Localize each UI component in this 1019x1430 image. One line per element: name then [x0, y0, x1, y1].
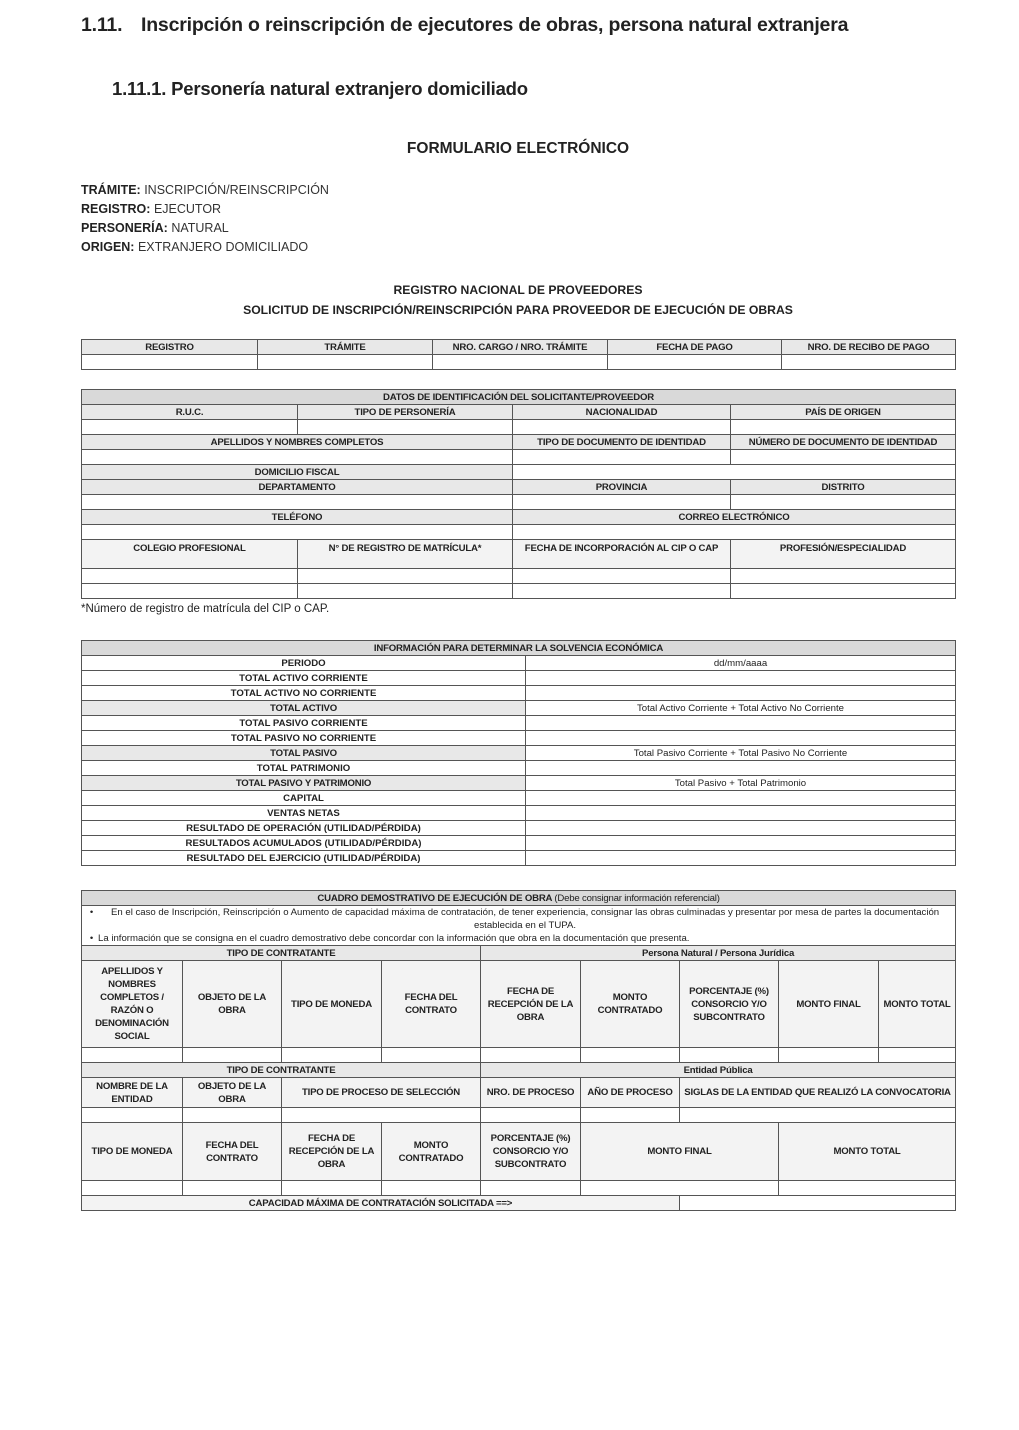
meta-label: PERSONERÍA: [81, 221, 168, 235]
fecha-incorporacion-field[interactable] [513, 584, 731, 599]
header-monto-total: MONTO TOTAL [779, 1123, 956, 1181]
solvencia-row [82, 716, 956, 731]
header-correo: CORREO ELECTRÓNICO [513, 510, 956, 525]
anio-proceso-field[interactable] [581, 1108, 680, 1123]
instruction-item [85, 932, 952, 945]
solvencia-value-field[interactable] [526, 851, 956, 866]
header-pais-origen: PAÍS DE ORIGEN [731, 405, 956, 420]
solvencia-rows [82, 656, 956, 866]
nro-proceso-field[interactable] [481, 1108, 581, 1123]
header-nacionalidad: NACIONALIDAD [513, 405, 731, 420]
header-fecha-incorporacion: FECHA DE INCORPORACIÓN AL CIP O CAP [513, 540, 731, 569]
pais-origen-field[interactable] [731, 420, 956, 435]
solvencia-value-field[interactable]: Total Pasivo Corriente + Total Pasivo No Corriente [526, 746, 956, 761]
registry-title: REGISTRO NACIONAL DE PROVEEDORES [393, 283, 643, 297]
tramite-field[interactable] [258, 355, 433, 370]
solvencia-row [82, 821, 956, 836]
fecha-incorporacion-field[interactable] [513, 569, 731, 584]
tipo-documento-field[interactable] [513, 450, 731, 465]
solvencia-row [82, 746, 956, 761]
persona-value-field[interactable] [382, 1048, 481, 1063]
objeto-obra-field[interactable] [183, 1108, 282, 1123]
profesion-field[interactable] [731, 569, 956, 584]
capacidad-maxima-field[interactable] [680, 1196, 956, 1211]
persona-value-field[interactable] [82, 1048, 183, 1063]
header-porcentaje: PORCENTAJE (%) CONSORCIO Y/O SUBCONTRATO [481, 1123, 581, 1181]
solvencia-row [82, 731, 956, 746]
header-ruc: R.U.C. [82, 405, 298, 420]
obra-title-text: CUADRO DEMOSTRATIVO DE EJECUCIÓN DE OBRA [317, 892, 552, 904]
persona-value-field[interactable] [680, 1048, 779, 1063]
header-apellidos-nombres: APELLIDOS Y NOMBRES COMPLETOS [82, 435, 513, 450]
persona-value-field[interactable] [481, 1048, 581, 1063]
meta-origen [81, 238, 329, 257]
solvencia-label: TOTAL ACTIVO CORRIENTE [82, 671, 526, 686]
identificacion-table [81, 389, 956, 599]
instruction-text: La información que se consigna en el cuadro demostrativo debe concordar con la información que obra en la documentación que presenta. [98, 933, 690, 944]
header-fecha-contrato: FECHA DEL CONTRATO [183, 1123, 282, 1181]
header-siglas-entidad: SIGLAS DE LA ENTIDAD QUE REALIZÓ LA CONVOCATORIA [680, 1078, 956, 1108]
obra-instructions [82, 906, 956, 946]
solvencia-value-field[interactable] [526, 686, 956, 701]
solvencia-value-field[interactable] [526, 806, 956, 821]
registro-field[interactable] [82, 355, 258, 370]
fecha-contrato-field[interactable] [183, 1181, 282, 1196]
solvencia-value-field[interactable] [526, 836, 956, 851]
distrito-field[interactable] [731, 495, 956, 510]
header-departamento: DEPARTAMENTO [82, 480, 513, 495]
header-distrito: DISTRITO [731, 480, 956, 495]
persona-value-field[interactable] [779, 1048, 879, 1063]
header-nombre-entidad: NOMBRE DE LA ENTIDAD [82, 1078, 183, 1108]
instruction-item [85, 906, 952, 932]
header-monto-final: MONTO FINAL [581, 1123, 779, 1181]
meta-value: EXTRANJERO DOMICILIADO [137, 240, 309, 254]
solvencia-value-field[interactable]: Total Pasivo + Total Patrimonio [526, 776, 956, 791]
solvencia-label: TOTAL PASIVO Y PATRIMONIO [82, 776, 526, 791]
meta-label: ORIGEN: [81, 240, 135, 254]
solvencia-label: RESULTADO DE OPERACIÓN (UTILIDAD/PÉRDIDA) [82, 821, 526, 836]
persona-value-field[interactable] [183, 1048, 282, 1063]
header-tipo-moneda: TIPO DE MONEDA [82, 1123, 183, 1181]
header-registro-matricula: N° DE REGISTRO DE MATRÍCULA* [298, 540, 513, 569]
solvencia-row [82, 836, 956, 851]
bullet-icon: • [89, 907, 94, 918]
solvencia-label: RESULTADO DEL EJERCICIO (UTILIDAD/PÉRDIDA) [82, 851, 526, 866]
header-monto-contratado: MONTO CONTRATADO [382, 1123, 481, 1181]
solvencia-value-field[interactable] [526, 761, 956, 776]
tipo-personeria-field[interactable] [298, 420, 513, 435]
persona-value-field[interactable] [879, 1048, 956, 1063]
solvencia-row [82, 701, 956, 716]
section-heading [81, 14, 848, 37]
header-fecha-recepcion: FECHA DE RECEPCIÓN DE LA OBRA [282, 1123, 382, 1181]
instruction-text: En el caso de Inscripción, Reinscripción o Aumento de capacidad máxima de contratación, de tener experiencia, consignar las obras culminadas y presentar por mesa de partes la documentación establecida en el TUPA. [110, 907, 940, 931]
ruc-field[interactable] [82, 420, 298, 435]
monto-contratado-field[interactable] [382, 1181, 481, 1196]
tipo-contratante-label: TIPO DE CONTRATANTE [82, 946, 481, 961]
header-tipo-documento: TIPO DE DOCUMENTO DE IDENTIDAD [513, 435, 731, 450]
registro-matricula-field[interactable] [298, 584, 513, 599]
tipo-proceso-field[interactable] [282, 1108, 481, 1123]
section-title: Inscripción o reinscripción de ejecutores de obras, persona natural extranjera [141, 14, 849, 36]
footnote: *Número de registro de matrícula del CIP o CAP. [81, 603, 330, 615]
subsection-heading: 1.11.1. Personería natural extranjero domiciliado [112, 78, 528, 99]
form-meta [81, 181, 329, 257]
nro-recibo-field[interactable] [782, 355, 956, 370]
monto-total-field[interactable] [779, 1181, 956, 1196]
colegio-profesional-field[interactable] [82, 584, 298, 599]
header-provincia: PROVINCIA [513, 480, 731, 495]
persona-column-header: FECHA DE RECEPCIÓN DE LA OBRA [481, 961, 581, 1048]
persona-column-header: FECHA DEL CONTRATO [382, 961, 481, 1048]
persona-column-header: OBJETO DE LA OBRA [183, 961, 282, 1048]
obra-table [81, 890, 956, 1211]
meta-label: TRÁMITE: [81, 183, 141, 197]
header-fecha-pago: FECHA DE PAGO [608, 340, 782, 355]
persona-column-header: APELLIDOS Y NOMBRES COMPLETOS / RAZÓN O DENOMINACIÓN SOCIAL [82, 961, 183, 1048]
solvencia-label: RESULTADOS ACUMULADOS (UTILIDAD/PÉRDIDA) [82, 836, 526, 851]
header-nro-recibo: NRO. DE RECIBO DE PAGO [782, 340, 956, 355]
capacidad-maxima-label: CAPACIDAD MÁXIMA DE CONTRATACIÓN SOLICITADA ==> [82, 1196, 680, 1211]
solvencia-label: VENTAS NETAS [82, 806, 526, 821]
solvencia-title: INFORMACIÓN PARA DETERMINAR LA SOLVENCIA ECONÓMICA [82, 641, 956, 656]
nro-cargo-field[interactable] [433, 355, 608, 370]
numero-documento-field[interactable] [731, 450, 956, 465]
header-numero-documento: NÚMERO DE DOCUMENTO DE IDENTIDAD [731, 435, 956, 450]
solvencia-label: TOTAL PASIVO NO CORRIENTE [82, 731, 526, 746]
solvencia-label: TOTAL PASIVO [82, 746, 526, 761]
header-colegio-profesional: COLEGIO PROFESIONAL [82, 540, 298, 569]
persona-column-header: MONTO FINAL [779, 961, 879, 1048]
solvencia-value-field[interactable]: dd/mm/aaaa [526, 656, 956, 671]
header-profesion: PROFESIÓN/ESPECIALIDAD [731, 540, 956, 569]
solvencia-label: TOTAL ACTIVO [82, 701, 526, 716]
solvencia-label: TOTAL ACTIVO NO CORRIENTE [82, 686, 526, 701]
departamento-field[interactable] [82, 495, 513, 510]
bullet-icon: • [89, 933, 94, 944]
tramite-table [81, 339, 956, 370]
persona-value-row [82, 1048, 956, 1063]
solvencia-label: PERIODO [82, 656, 526, 671]
persona-header-row [82, 961, 956, 1048]
header-tipo-personeria: TIPO DE PERSONERÍA [298, 405, 513, 420]
meta-value: EJECUTOR [153, 202, 222, 216]
persona-column-header: TIPO DE MONEDA [282, 961, 382, 1048]
header-registro: REGISTRO [82, 340, 258, 355]
obra-title [82, 891, 956, 906]
solvencia-row [82, 791, 956, 806]
correo-field[interactable] [513, 525, 956, 540]
label-domicilio-fiscal: DOMICILIO FISCAL [82, 465, 513, 480]
colegio-profesional-field[interactable] [82, 569, 298, 584]
solvencia-row [82, 656, 956, 671]
solvencia-label: CAPITAL [82, 791, 526, 806]
meta-value: INSCRIPCIÓN/REINSCRIPCIÓN [144, 183, 329, 197]
meta-value: NATURAL [171, 221, 229, 235]
registro-matricula-field[interactable] [298, 569, 513, 584]
persona-column-header: MONTO TOTAL [879, 961, 956, 1048]
solvencia-value-field[interactable] [526, 821, 956, 836]
persona-natural-juridica-label: Persona Natural / Persona Jurídica [481, 946, 956, 961]
meta-label: REGISTRO: [81, 202, 151, 216]
solvencia-table [81, 640, 956, 866]
solvencia-row [82, 776, 956, 791]
solvencia-label: TOTAL PATRIMONIO [82, 761, 526, 776]
entidad-publica-label: Entidad Pública [481, 1063, 956, 1078]
nacionalidad-field[interactable] [513, 420, 731, 435]
porcentaje-field[interactable] [481, 1181, 581, 1196]
solvencia-row [82, 761, 956, 776]
header-nro-cargo: NRO. CARGO / NRO. TRÁMITE [433, 340, 608, 355]
tipo-contratante-label-2: TIPO DE CONTRATANTE [82, 1063, 481, 1078]
identificacion-title: DATOS DE IDENTIFICACIÓN DEL SOLICITANTE/PROVEEDOR [82, 390, 956, 405]
header-nro-proceso: NRO. DE PROCESO [481, 1078, 581, 1108]
obra-title-note: (Debe consignar información referencial) [554, 892, 720, 904]
meta-personeria [81, 219, 329, 238]
persona-column-header: PORCENTAJE (%) CONSORCIO Y/O SUBCONTRATO [680, 961, 779, 1048]
form-title: FORMULARIO ELECTRÓNICO [406, 140, 630, 157]
meta-registro [81, 200, 329, 219]
fecha-pago-field[interactable] [608, 355, 782, 370]
apellidos-nombres-field[interactable] [82, 450, 513, 465]
persona-value-field[interactable] [581, 1048, 680, 1063]
solvencia-value-field[interactable] [526, 716, 956, 731]
telefono-field[interactable] [82, 525, 513, 540]
solvencia-row [82, 671, 956, 686]
nombre-entidad-field[interactable] [82, 1108, 183, 1123]
header-objeto-obra: OBJETO DE LA OBRA [183, 1078, 282, 1108]
tipo-moneda-field[interactable] [82, 1181, 183, 1196]
fecha-recepcion-field[interactable] [282, 1181, 382, 1196]
meta-tramite [81, 181, 329, 200]
header-telefono: TELÉFONO [82, 510, 513, 525]
request-title: SOLICITUD DE INSCRIPCIÓN/REINSCRIPCIÓN PARA PROVEEDOR DE EJECUCIÓN DE OBRAS [243, 303, 793, 317]
solvencia-value-field[interactable] [526, 731, 956, 746]
solvencia-value-field[interactable] [526, 791, 956, 806]
solvencia-label: TOTAL PASIVO CORRIENTE [82, 716, 526, 731]
section-number: 1.11. [81, 14, 123, 36]
solvencia-value-field[interactable]: Total Activo Corriente + Total Activo No Corriente [526, 701, 956, 716]
monto-final-field[interactable] [581, 1181, 779, 1196]
solvencia-row [82, 851, 956, 866]
siglas-entidad-field[interactable] [680, 1108, 956, 1123]
persona-value-field[interactable] [282, 1048, 382, 1063]
header-anio-proceso: AÑO DE PROCESO [581, 1078, 680, 1108]
profesion-field[interactable] [731, 584, 956, 599]
provincia-field[interactable] [513, 495, 731, 510]
solvencia-row [82, 806, 956, 821]
solvencia-row [82, 686, 956, 701]
domicilio-fiscal-field[interactable] [513, 465, 956, 480]
header-tramite: TRÁMITE [258, 340, 433, 355]
solvencia-value-field[interactable] [526, 671, 956, 686]
header-tipo-proceso: TIPO DE PROCESO DE SELECCIÓN [282, 1078, 481, 1108]
persona-column-header: MONTO CONTRATADO [581, 961, 680, 1048]
